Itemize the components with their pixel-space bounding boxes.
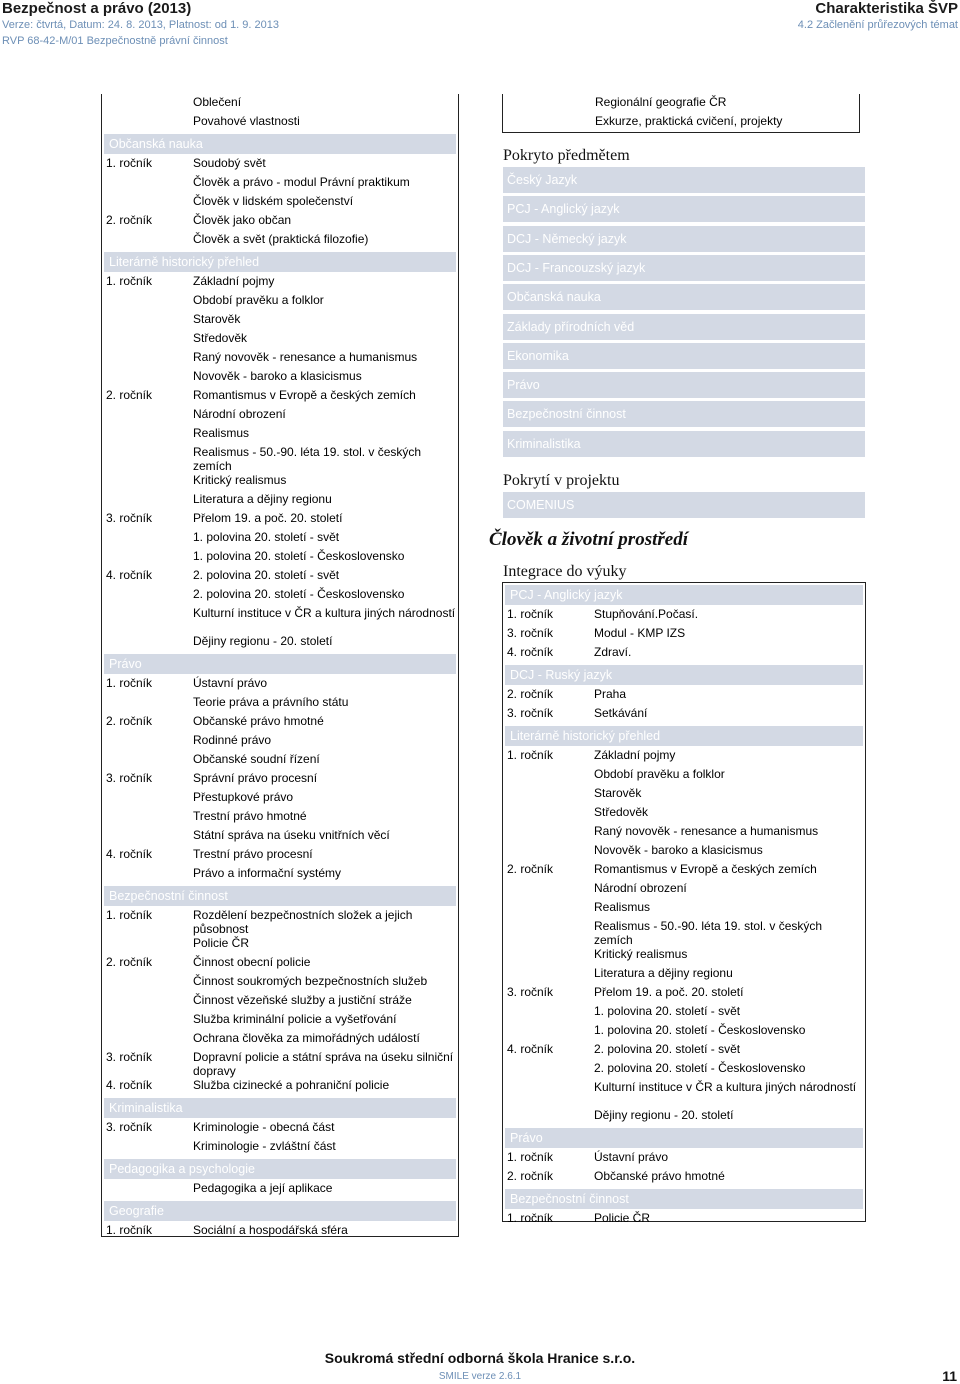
grade-label: 1. ročník — [106, 676, 153, 690]
topic-label: Kulturní instituce v ČR a kultura jiných národností — [193, 606, 456, 620]
topic-label: Policie ČR — [594, 1211, 651, 1225]
grade-label: 1. ročník — [507, 748, 554, 762]
section-header: Literárně historický přehled — [505, 726, 863, 746]
topic-label: Novověk - baroko a klasicismus — [193, 369, 362, 383]
topic-label: Dějiny regionu - 20. století — [594, 1108, 734, 1122]
grade-label: 4. ročník — [507, 645, 554, 659]
section-header: Bezpečnostní činnost — [104, 886, 456, 906]
topic-label: Státní správa na úseku vnitřních věcí — [193, 828, 390, 842]
topic-label: Rodinné právo — [193, 733, 272, 747]
subject-tag: Kriminalistika — [503, 431, 865, 457]
topic-label: Pedagogika a její aplikace — [193, 1181, 333, 1195]
topic-label: 1. polovina 20. století - svět — [594, 1004, 741, 1018]
grade-label: 4. ročník — [106, 847, 153, 861]
topic-label: Trestní právo procesní — [193, 847, 313, 861]
topic-label: Zdraví. — [594, 645, 632, 659]
topic-label: Národní obrození — [594, 881, 687, 895]
section-header: PCJ - Anglický jazyk — [505, 585, 863, 605]
section-header: DCJ - Ruský jazyk — [505, 665, 863, 685]
section-header: Právo — [505, 1128, 863, 1148]
topic-label: Činnost vězeňské služby a justiční stráže — [193, 993, 412, 1007]
grade-label: 3. ročník — [106, 771, 153, 785]
topic-label: 2. polovina 20. století - svět — [193, 568, 340, 582]
topic-label: Kriminologie - obecná část — [193, 1120, 335, 1134]
footer-school-name: Soukromá střední odborná škola Hranice s.r.o. — [324, 1350, 636, 1366]
topic-label: Setkávání — [594, 706, 648, 720]
subject-tag: Ekonomika — [503, 343, 865, 369]
topic-label: Člověk v lidském společenství — [193, 194, 354, 208]
topic-label: Národní obrození — [193, 407, 286, 421]
section-header: Pedagogika a psychologie — [104, 1159, 456, 1179]
right-integration-table — [502, 582, 866, 1225]
topic-label: Realismus — [594, 900, 651, 914]
topic-label: Kriminologie - zvláštní část — [193, 1139, 336, 1153]
subject-tag: Bezpečnostní činnost — [503, 401, 865, 427]
topic-label: Člověk a právo - modul Právní praktikum — [193, 175, 410, 189]
topic-label: Kritický realismus — [594, 947, 688, 961]
grade-label: 2. ročník — [106, 714, 153, 728]
topic-label: Středověk — [193, 331, 248, 345]
footer-version: SMILE verze 2.6.1 — [438, 1371, 522, 1382]
topic-label: Člověk a svět (praktická filozofie) — [193, 232, 369, 246]
subject-tag: Český Jazyk — [503, 167, 865, 193]
topic-label: Policie ČR — [193, 936, 250, 950]
grade-label: 4. ročník — [106, 568, 153, 582]
topic-label: 1. polovina 20. století - svět — [193, 530, 340, 544]
topic-label: Starověk — [594, 786, 642, 800]
topic-label: Rozdělení bezpečnostních složek a jejich působnost — [193, 908, 413, 936]
covered-by-subject-heading: Pokryto předmětem — [503, 147, 630, 164]
topic-label: Dějiny regionu - 20. století — [193, 634, 333, 648]
page-number: 11 — [942, 1368, 957, 1384]
right-top-table — [502, 94, 860, 133]
subject-tag: PCJ - Anglický jazyk — [503, 196, 865, 222]
topic-label: Kritický realismus — [193, 473, 287, 487]
topic-label: Služba kriminální policie a vyšetřování — [193, 1012, 397, 1026]
subject-tag: DCJ - Německý jazyk — [503, 226, 865, 252]
topic-label: Kulturní instituce v ČR a kultura jiných národností — [594, 1080, 857, 1094]
topic-label: Přelom 19. a poč. 20. století — [594, 985, 744, 999]
topic-label: Období pravěku a folklor — [594, 767, 725, 781]
grade-label: 1. ročník — [507, 1211, 554, 1225]
topic-label: 2. polovina 20. století - Československo — [193, 587, 405, 601]
section-subtitle-right: 4.2 Začlenění průřezových témat — [797, 19, 958, 31]
grade-label: 4. ročník — [507, 1042, 554, 1056]
document-rvp-line: RVP 68-42-M/01 Bezpečnostně právní činnost — [2, 35, 228, 47]
integration-heading: Integrace do výuky — [503, 563, 627, 580]
grade-label: 1. ročník — [106, 274, 153, 288]
grade-label: 3. ročník — [507, 706, 554, 720]
topic-label: Modul - KMP IZS — [594, 626, 686, 640]
topic-label: Člověk jako občan — [193, 213, 292, 227]
topic-label: 2. polovina 20. století - Československo — [594, 1061, 806, 1075]
topic-label: Ochrana člověka za mimořádných událostí — [193, 1031, 420, 1045]
topic-label: Služba cizinecké a pohraniční policie — [193, 1078, 390, 1092]
grade-label: 3. ročník — [106, 511, 153, 525]
topic-label: Stupňování.Počasí. — [594, 607, 699, 621]
topic-label: Realismus — [193, 426, 250, 440]
topic-label: Základní pojmy — [193, 274, 275, 288]
topic-label: Středověk — [594, 805, 649, 819]
subject-tag: COMENIUS — [503, 492, 865, 518]
topic-label: Oblečení — [193, 95, 242, 109]
grade-label: 4. ročník — [106, 1078, 153, 1092]
topic-label: Raný novověk - renesance a humanismus — [193, 350, 418, 364]
topic-label: Povahové vlastnosti — [193, 114, 300, 128]
topic-label: 2. polovina 20. století - svět — [594, 1042, 741, 1056]
topic-label: Soudobý svět — [193, 156, 266, 170]
topic-label: Období pravěku a folklor — [193, 293, 324, 307]
topic-label: Trestní právo hmotné — [193, 809, 307, 823]
grade-label: 3. ročník — [106, 1120, 153, 1134]
topic-label: Literatura a dějiny regionu — [193, 492, 332, 506]
topic-label: Praha — [594, 687, 627, 701]
section-header: Literárně historický přehled — [104, 252, 456, 272]
topic-label: Občanské právo hmotné — [193, 714, 324, 728]
grade-label: 3. ročník — [106, 1050, 153, 1064]
section-header: Právo — [104, 654, 456, 674]
subject-tag: DCJ - Francouzský jazyk — [503, 255, 865, 281]
grade-label: 2. ročník — [106, 388, 153, 402]
topic-label: Právo a informační systémy — [193, 866, 342, 880]
document-version-line: Verze: čtvrtá, Datum: 24. 8. 2013, Platnost: od 1. 9. 2013 — [2, 19, 279, 31]
grade-label: 2. ročník — [507, 862, 554, 876]
grade-label: 1. ročník — [507, 607, 554, 621]
subject-tag: Občanská nauka — [503, 284, 865, 310]
grade-label: 2. ročník — [106, 955, 153, 969]
left-integration-table — [101, 94, 459, 1237]
grade-label: 2. ročník — [507, 687, 554, 701]
document-title: Bezpečnost a právo (2013) — [2, 0, 192, 17]
topic-label: Ústavní právo — [193, 676, 268, 690]
section-header: Geografie — [104, 1201, 456, 1221]
topic-label: 1. polovina 20. století - Československo — [193, 549, 405, 563]
topic-label: Správní právo procesní — [193, 771, 318, 785]
section-header: Bezpečnostní činnost — [505, 1189, 863, 1209]
topic-label: Přestupkové právo — [193, 790, 294, 804]
grade-label: 1. ročník — [507, 1150, 554, 1164]
topic-label: Ústavní právo — [594, 1150, 669, 1164]
section-header: Kriminalistika — [104, 1098, 456, 1118]
topic-label: Základní pojmy — [594, 748, 676, 762]
grade-label: 3. ročník — [507, 985, 554, 999]
topic-label: Novověk - baroko a klasicismus — [594, 843, 763, 857]
grade-label: 2. ročník — [106, 213, 153, 227]
subject-tag: Právo — [503, 372, 865, 398]
topic-label: 1. polovina 20. století - Československo — [594, 1023, 806, 1037]
topic-label: Občanské právo hmotné — [594, 1169, 725, 1183]
topic-label: Regionální geografie ČR — [595, 95, 727, 109]
topic-label: Občanské soudní řízení — [193, 752, 320, 766]
topic-label: Přelom 19. a poč. 20. století — [193, 511, 343, 525]
topic-label: Sociální a hospodářská sféra — [193, 1223, 348, 1237]
topic-label: Realismus - 50.-90. léta 19. stol. v českých zemích — [193, 445, 422, 473]
grade-label: 1. ročník — [106, 908, 153, 922]
topic-label: Starověk — [193, 312, 241, 326]
topic-label: Romantismus v Evropě a českých zemích — [594, 862, 817, 876]
topic-label: Dopravní policie a státní správa na úseku silniční dopravy — [193, 1050, 454, 1078]
topic-label: Romantismus v Evropě a českých zemích — [193, 388, 416, 402]
topic-label: Činnost soukromých bezpečnostních služeb — [193, 974, 428, 988]
subject-tag: Základy přírodních věd — [503, 314, 865, 340]
topic-label: Raný novověk - renesance a humanismus — [594, 824, 819, 838]
topic-label: Literatura a dějiny regionu — [594, 966, 733, 980]
grade-label: 1. ročník — [106, 1223, 153, 1237]
topic-label: Teorie práva a právního státu — [193, 695, 349, 709]
topic-label: Exkurze, praktická cvičení, projekty — [595, 114, 783, 128]
topic-label: Činnost obecní policie — [193, 955, 311, 969]
grade-label: 1. ročník — [106, 156, 153, 170]
section-title-right: Charakteristika ŠVP — [815, 0, 958, 17]
grade-label: 3. ročník — [507, 626, 554, 640]
covered-in-project-heading: Pokrytí v projektu — [503, 472, 620, 489]
section-header: Občanská nauka — [104, 134, 456, 154]
theme-heading: Člověk a životní prostředí — [489, 529, 688, 550]
grade-label: 2. ročník — [507, 1169, 554, 1183]
topic-label: Realismus - 50.-90. léta 19. stol. v českých zemích — [594, 919, 823, 947]
